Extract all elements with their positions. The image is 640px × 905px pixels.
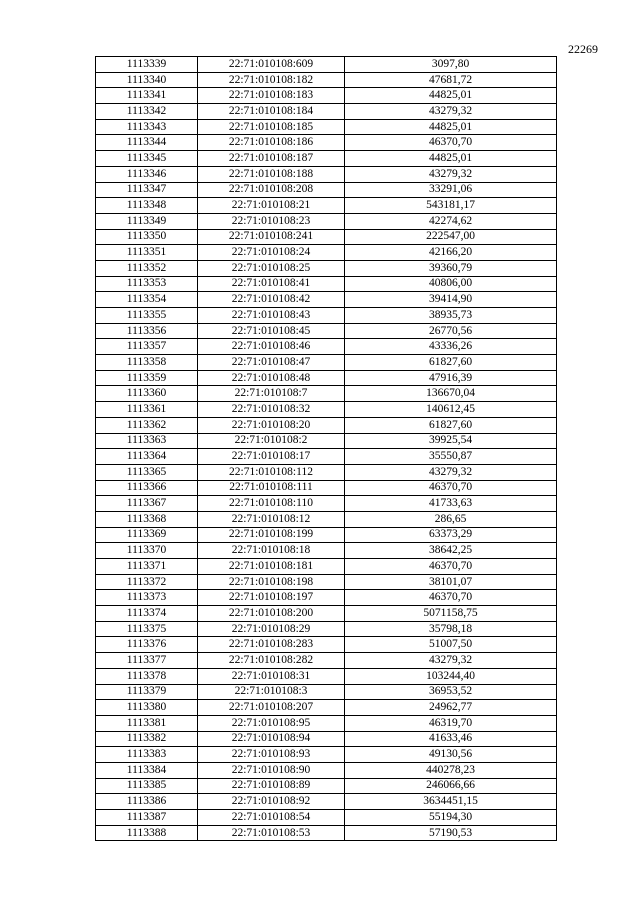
table-row (96, 527, 557, 543)
table-row (96, 433, 557, 449)
row-number-cell: 1113379 (96, 684, 198, 700)
row-number-cell: 1113347 (96, 182, 198, 198)
row-number-cell: 1113381 (96, 715, 198, 731)
cadastral-number-cell: 22:71:010108:188 (198, 166, 345, 182)
row-number-cell: 1113362 (96, 417, 198, 433)
cadastral-value-cell: 47681,72 (345, 72, 557, 88)
table-row (96, 276, 557, 292)
cadastral-value-cell: 39925,54 (345, 433, 557, 449)
cadastral-value-cell: 42274,62 (345, 213, 557, 229)
row-number-cell: 1113355 (96, 308, 198, 324)
cadastral-number-cell: 22:71:010108:197 (198, 590, 345, 606)
row-number-cell: 1113344 (96, 135, 198, 151)
cadastral-value-cell: 35550,87 (345, 449, 557, 465)
table-row (96, 825, 557, 841)
table-row (96, 810, 557, 826)
row-number-cell: 1113366 (96, 480, 198, 496)
row-number-cell: 1113370 (96, 543, 198, 559)
row-number-cell: 1113350 (96, 229, 198, 245)
cadastral-number-cell: 22:71:010108:54 (198, 810, 345, 826)
row-number-cell: 1113373 (96, 590, 198, 606)
row-number-cell: 1113374 (96, 606, 198, 622)
cadastral-value-cell: 46370,70 (345, 480, 557, 496)
cadastral-value-cell: 43279,32 (345, 653, 557, 669)
table-row (96, 355, 557, 371)
cadastral-value-cell: 440278,23 (345, 762, 557, 778)
cadastral-number-cell: 22:71:010108:185 (198, 119, 345, 135)
table-row (96, 668, 557, 684)
cadastral-number-cell: 22:71:010108:31 (198, 668, 345, 684)
row-number-cell: 1113342 (96, 104, 198, 120)
cadastral-value-cell: 41733,63 (345, 496, 557, 512)
table-row (96, 480, 557, 496)
row-number-cell: 1113387 (96, 810, 198, 826)
cadastral-value-cell: 46370,70 (345, 559, 557, 575)
cadastral-number-cell: 22:71:010108:199 (198, 527, 345, 543)
cadastral-value-cell: 543181,17 (345, 198, 557, 214)
row-number-cell: 1113359 (96, 370, 198, 386)
cadastral-number-cell: 22:71:010108:241 (198, 229, 345, 245)
row-number-cell: 1113364 (96, 449, 198, 465)
cadastral-value-cell: 38642,25 (345, 543, 557, 559)
row-number-cell: 1113343 (96, 119, 198, 135)
cadastral-number-cell: 22:71:010108:46 (198, 339, 345, 355)
row-number-cell: 1113369 (96, 527, 198, 543)
cadastral-number-cell: 22:71:010108:29 (198, 621, 345, 637)
cadastral-number-cell: 22:71:010108:3 (198, 684, 345, 700)
row-number-cell: 1113377 (96, 653, 198, 669)
row-number-cell: 1113378 (96, 668, 198, 684)
table-row (96, 339, 557, 355)
cadastral-number-cell: 22:71:010108:32 (198, 402, 345, 418)
cadastral-value-cell: 42166,20 (345, 245, 557, 261)
table-row (96, 684, 557, 700)
row-number-cell: 1113361 (96, 402, 198, 418)
table-row (96, 574, 557, 590)
table-row (96, 464, 557, 480)
cadastral-number-cell: 22:71:010108:208 (198, 182, 345, 198)
row-number-cell: 1113375 (96, 621, 198, 637)
cadastral-value-cell: 43279,32 (345, 464, 557, 480)
cadastral-number-cell: 22:71:010108:2 (198, 433, 345, 449)
table-row (96, 151, 557, 167)
cadastral-value-cell: 38935,73 (345, 308, 557, 324)
row-number-cell: 1113385 (96, 778, 198, 794)
table-row (96, 715, 557, 731)
cadastral-value-cell: 51007,50 (345, 637, 557, 653)
cadastral-value-cell: 47916,39 (345, 370, 557, 386)
cadastral-number-cell: 22:71:010108:18 (198, 543, 345, 559)
table-row (96, 245, 557, 261)
table-row (96, 653, 557, 669)
cadastral-value-cell: 26770,56 (345, 323, 557, 339)
cadastral-value-cell: 246066,66 (345, 778, 557, 794)
table-row (96, 135, 557, 151)
cadastral-number-cell: 22:71:010108:21 (198, 198, 345, 214)
cadastral-value-cell: 44825,01 (345, 88, 557, 104)
table-body (96, 57, 557, 841)
table-row (96, 543, 557, 559)
row-number-cell: 1113341 (96, 88, 198, 104)
row-number-cell: 1113356 (96, 323, 198, 339)
cadastral-value-cell: 3097,80 (345, 57, 557, 73)
table-row (96, 104, 557, 120)
table-row (96, 496, 557, 512)
table-row (96, 449, 557, 465)
row-number-cell: 1113376 (96, 637, 198, 653)
row-number-cell: 1113346 (96, 166, 198, 182)
cadastral-value-cell: 39414,90 (345, 292, 557, 308)
cadastral-number-cell: 22:71:010108:184 (198, 104, 345, 120)
cadastral-value-cell: 38101,07 (345, 574, 557, 590)
row-number-cell: 1113383 (96, 747, 198, 763)
cadastral-value-cell: 57190,53 (345, 825, 557, 841)
cadastral-value-cell: 24962,77 (345, 700, 557, 716)
cadastral-value-cell: 61827,60 (345, 355, 557, 371)
row-number-cell: 1113368 (96, 511, 198, 527)
row-number-cell: 1113371 (96, 559, 198, 575)
row-number-cell: 1113351 (96, 245, 198, 261)
table-row (96, 119, 557, 135)
cadastral-value-cell: 35798,18 (345, 621, 557, 637)
cadastral-number-cell: 22:71:010108:20 (198, 417, 345, 433)
cadastral-number-cell: 22:71:010108:90 (198, 762, 345, 778)
cadastral-number-cell: 22:71:010108:43 (198, 308, 345, 324)
cadastral-value-cell: 41633,46 (345, 731, 557, 747)
cadastral-number-cell: 22:71:010108:41 (198, 276, 345, 292)
row-number-cell: 1113339 (96, 57, 198, 73)
cadastral-value-cell: 46319,70 (345, 715, 557, 731)
row-number-cell: 1113358 (96, 355, 198, 371)
cadastral-number-cell: 22:71:010108:12 (198, 511, 345, 527)
row-number-cell: 1113372 (96, 574, 198, 590)
table-row (96, 72, 557, 88)
table-row (96, 370, 557, 386)
cadastral-number-cell: 22:71:010108:95 (198, 715, 345, 731)
table-row (96, 778, 557, 794)
table-row (96, 762, 557, 778)
table-row (96, 402, 557, 418)
cadastral-number-cell: 22:71:010108:198 (198, 574, 345, 590)
page-number: 22269 (568, 42, 598, 56)
row-number-cell: 1113384 (96, 762, 198, 778)
cadastral-number-cell: 22:71:010108:609 (198, 57, 345, 73)
cadastral-value-cell: 43279,32 (345, 104, 557, 120)
table-row (96, 229, 557, 245)
table-row (96, 590, 557, 606)
cadastral-value-cell: 36953,52 (345, 684, 557, 700)
cadastral-value-cell: 55194,30 (345, 810, 557, 826)
cadastral-value-cell: 43279,32 (345, 166, 557, 182)
table-row (96, 747, 557, 763)
cadastral-value-cell: 43336,26 (345, 339, 557, 355)
row-number-cell: 1113363 (96, 433, 198, 449)
cadastral-number-cell: 22:71:010108:23 (198, 213, 345, 229)
table-row (96, 260, 557, 276)
row-number-cell: 1113382 (96, 731, 198, 747)
row-number-cell: 1113340 (96, 72, 198, 88)
cadastral-number-cell: 22:71:010108:207 (198, 700, 345, 716)
cadastral-value-cell: 3634451,15 (345, 794, 557, 810)
table-row (96, 637, 557, 653)
row-number-cell: 1113353 (96, 276, 198, 292)
cadastral-number-cell: 22:71:010108:25 (198, 260, 345, 276)
table-row (96, 700, 557, 716)
cadastral-value-cell: 44825,01 (345, 151, 557, 167)
row-number-cell: 1113388 (96, 825, 198, 841)
cadastral-number-cell: 22:71:010108:24 (198, 245, 345, 261)
cadastral-number-cell: 22:71:010108:112 (198, 464, 345, 480)
row-number-cell: 1113357 (96, 339, 198, 355)
cadastral-value-cell: 286,65 (345, 511, 557, 527)
table-row (96, 323, 557, 339)
cadastral-value-cell: 33291,06 (345, 182, 557, 198)
table-row (96, 794, 557, 810)
cadastral-number-cell: 22:71:010108:93 (198, 747, 345, 763)
row-number-cell: 1113360 (96, 386, 198, 402)
row-number-cell: 1113352 (96, 260, 198, 276)
cadastral-value-cell: 222547,00 (345, 229, 557, 245)
table-row (96, 198, 557, 214)
row-number-cell: 1113380 (96, 700, 198, 716)
cadastral-number-cell: 22:71:010108:282 (198, 653, 345, 669)
table-row (96, 559, 557, 575)
row-number-cell: 1113367 (96, 496, 198, 512)
cadastral-value-cell: 39360,79 (345, 260, 557, 276)
cadastral-number-cell: 22:71:010108:47 (198, 355, 345, 371)
cadastral-value-cell: 46370,70 (345, 135, 557, 151)
table-row (96, 621, 557, 637)
table-row (96, 511, 557, 527)
row-number-cell: 1113345 (96, 151, 198, 167)
cadastral-number-cell: 22:71:010108:94 (198, 731, 345, 747)
cadastral-number-cell: 22:71:010108:42 (198, 292, 345, 308)
cadastral-value-cell: 61827,60 (345, 417, 557, 433)
row-number-cell: 1113354 (96, 292, 198, 308)
table-row (96, 731, 557, 747)
cadastral-value-cell: 140612,45 (345, 402, 557, 418)
cadastral-value-cell: 49130,56 (345, 747, 557, 763)
cadastral-value-cell: 44825,01 (345, 119, 557, 135)
cadastral-number-cell: 22:71:010108:92 (198, 794, 345, 810)
table-row (96, 166, 557, 182)
cadastral-number-cell: 22:71:010108:200 (198, 606, 345, 622)
cadastral-value-table (95, 56, 557, 841)
table-row (96, 308, 557, 324)
row-number-cell: 1113365 (96, 464, 198, 480)
cadastral-value-cell: 136670,04 (345, 386, 557, 402)
cadastral-number-cell: 22:71:010108:111 (198, 480, 345, 496)
cadastral-number-cell: 22:71:010108:53 (198, 825, 345, 841)
cadastral-value-cell: 63373,29 (345, 527, 557, 543)
table-row (96, 417, 557, 433)
cadastral-number-cell: 22:71:010108:45 (198, 323, 345, 339)
table-row (96, 386, 557, 402)
cadastral-value-cell: 103244,40 (345, 668, 557, 684)
row-number-cell: 1113386 (96, 794, 198, 810)
cadastral-number-cell: 22:71:010108:110 (198, 496, 345, 512)
cadastral-value-cell: 46370,70 (345, 590, 557, 606)
cadastral-value-cell: 5071158,75 (345, 606, 557, 622)
cadastral-number-cell: 22:71:010108:187 (198, 151, 345, 167)
cadastral-number-cell: 22:71:010108:186 (198, 135, 345, 151)
table-row (96, 88, 557, 104)
cadastral-number-cell: 22:71:010108:89 (198, 778, 345, 794)
cadastral-number-cell: 22:71:010108:48 (198, 370, 345, 386)
table-row (96, 213, 557, 229)
row-number-cell: 1113348 (96, 198, 198, 214)
cadastral-value-cell: 40806,00 (345, 276, 557, 292)
table-row (96, 182, 557, 198)
table-row (96, 292, 557, 308)
table-row (96, 606, 557, 622)
cadastral-number-cell: 22:71:010108:17 (198, 449, 345, 465)
table-row (96, 57, 557, 73)
cadastral-number-cell: 22:71:010108:283 (198, 637, 345, 653)
cadastral-number-cell: 22:71:010108:182 (198, 72, 345, 88)
cadastral-number-cell: 22:71:010108:183 (198, 88, 345, 104)
row-number-cell: 1113349 (96, 213, 198, 229)
cadastral-number-cell: 22:71:010108:181 (198, 559, 345, 575)
cadastral-number-cell: 22:71:010108:7 (198, 386, 345, 402)
